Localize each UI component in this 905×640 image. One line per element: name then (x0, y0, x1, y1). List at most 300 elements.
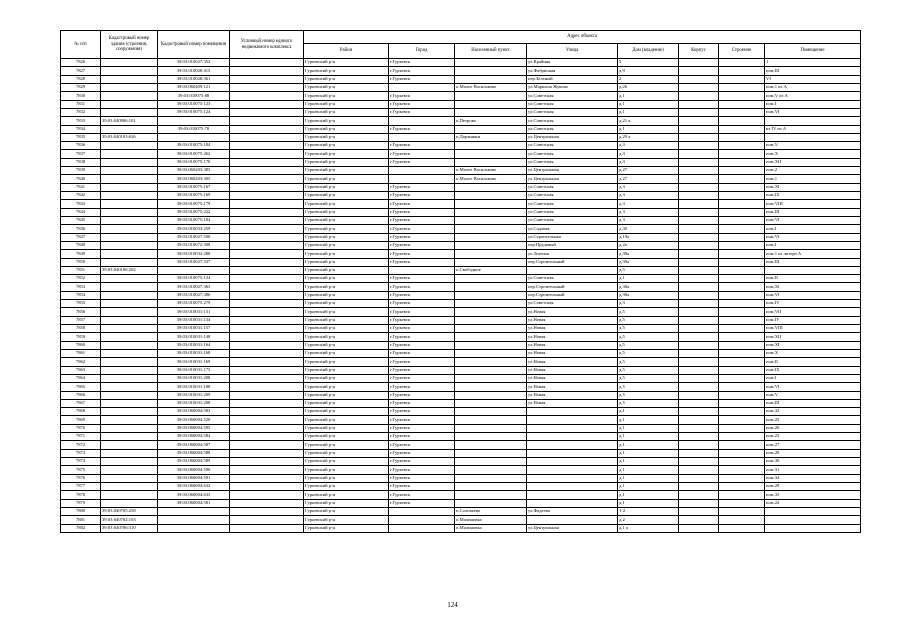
table-row (61, 466, 861, 474)
cell-row-num: 7872 (61, 441, 101, 449)
table-row (61, 349, 861, 357)
cell-row-num: 7829 (61, 83, 101, 91)
cell-district: Гурьевский р-н (304, 449, 389, 457)
cell-room: пом.26 (765, 424, 861, 432)
cell-street (527, 458, 618, 466)
header-locality: Населенный пункт (455, 44, 527, 59)
cell-cond-complex (230, 316, 304, 324)
cell-stroenie (719, 225, 765, 233)
cell-cad-room (158, 507, 230, 515)
cell-cond-complex (230, 300, 304, 308)
cell-street: ул.Центральная (527, 524, 618, 532)
cell-korpus (679, 266, 719, 274)
table-row (61, 499, 861, 507)
cell-cad-room: 39:03:010075:222 (158, 208, 230, 216)
cell-cond-complex (230, 108, 304, 116)
cell-locality: п.Свободное (455, 266, 527, 274)
cell-street: ул.Советская (527, 117, 618, 125)
table-row (61, 216, 861, 224)
cell-district: Гурьевский р-н (304, 158, 389, 166)
cell-house: д.3 (618, 142, 679, 150)
cell-row-num: 7849 (61, 250, 101, 258)
cell-locality (455, 408, 527, 416)
cell-room (765, 524, 861, 532)
cell-korpus (679, 408, 719, 416)
cell-stroenie (719, 349, 765, 357)
cell-house: д.1 (618, 458, 679, 466)
cell-locality (455, 499, 527, 507)
cell-cad-building (101, 316, 158, 324)
cell-district: Гурьевский р-н (304, 325, 389, 333)
cell-locality (455, 92, 527, 100)
cell-district: Гурьевский р-н (304, 366, 389, 374)
table-row (61, 125, 861, 133)
cell-street: ул.Советская (527, 300, 618, 308)
cell-cad-room: 39:03:010075:170 (158, 158, 230, 166)
cell-cond-complex (230, 67, 304, 75)
cell-city: г.Гурьевск (389, 75, 455, 83)
table-row (61, 374, 861, 382)
cell-row-num: 7832 (61, 108, 101, 116)
cell-street: ул.Центральная (527, 175, 618, 183)
cell-row-num: 7846 (61, 225, 101, 233)
cell-korpus (679, 449, 719, 457)
cell-cond-complex (230, 241, 304, 249)
cell-stroenie (719, 158, 765, 166)
cell-district: Гурьевский р-н (304, 208, 389, 216)
table-row (61, 200, 861, 208)
table-row (61, 316, 861, 324)
cell-cad-room: 39:03:060004:632 (158, 482, 230, 490)
cell-row-num: 7844 (61, 208, 101, 216)
table-row (61, 275, 861, 283)
cell-room: пом.III (765, 67, 861, 75)
cell-room: VI (765, 75, 861, 83)
cell-district: Гурьевский р-н (304, 333, 389, 341)
cell-korpus (679, 225, 719, 233)
cell-district: Гурьевский р-н (304, 59, 389, 67)
cell-room (765, 133, 861, 141)
cell-row-num: 7842 (61, 192, 101, 200)
cell-korpus (679, 183, 719, 191)
cell-row-num: 7875 (61, 466, 101, 474)
cell-locality (455, 416, 527, 424)
cell-room: пом.V (765, 142, 861, 150)
cell-cad-room: 39:03:010027:500 (158, 233, 230, 241)
cell-locality: п.Соловьево (455, 507, 527, 515)
header-address: Адрес объекта (304, 31, 861, 44)
cell-cad-building (101, 499, 158, 507)
cell-cad-building (101, 183, 158, 191)
cell-cad-room: 39:03:010075:179 (158, 200, 230, 208)
cell-cond-complex (230, 474, 304, 482)
cell-room: пом.IX (765, 192, 861, 200)
cell-room: пом.1 (765, 175, 861, 183)
cell-korpus (679, 108, 719, 116)
cell-cond-complex (230, 167, 304, 175)
cell-city: г.Гурьевск (389, 67, 455, 75)
cell-street: ул.Новая (527, 349, 618, 357)
cell-korpus (679, 325, 719, 333)
cell-cond-complex (230, 458, 304, 466)
cell-locality (455, 225, 527, 233)
cell-room: пом.X (765, 150, 861, 158)
cell-cond-complex (230, 341, 304, 349)
cell-row-num: 7838 (61, 158, 101, 166)
cell-cad-building (101, 466, 158, 474)
table-row (61, 100, 861, 108)
cell-district: Гурьевский р-н (304, 175, 389, 183)
cell-cad-building (101, 241, 158, 249)
cell-row-num: 7851 (61, 266, 101, 274)
cell-locality (455, 466, 527, 474)
table-header (61, 31, 861, 59)
cell-cad-building (101, 75, 158, 83)
cell-house: д.3 (618, 200, 679, 208)
cell-room: пом.1 из литера А (765, 250, 861, 258)
cell-cond-complex (230, 100, 304, 108)
cell-cad-room: 39:03:010031:208 (158, 374, 230, 382)
cell-cond-complex (230, 125, 304, 133)
cell-district: Гурьевский р-н (304, 349, 389, 357)
cell-city (389, 133, 455, 141)
cell-city: г.Гурьевск (389, 433, 455, 441)
cell-house: д.3 (618, 216, 679, 224)
cell-locality: п.Доржинки (455, 133, 527, 141)
cell-city: г.Гурьевск (389, 150, 455, 158)
cell-house: д.3 (618, 183, 679, 191)
cell-house: д.1 (618, 466, 679, 474)
cell-district: Гурьевский р-н (304, 399, 389, 407)
cell-locality (455, 100, 527, 108)
cell-district: Гурьевский р-н (304, 117, 389, 125)
cell-city: г.Гурьевск (389, 158, 455, 166)
cell-cad-room: 39:03:060004:584 (158, 433, 230, 441)
cell-korpus (679, 316, 719, 324)
table-row (61, 75, 861, 83)
cell-stroenie (719, 175, 765, 183)
cell-cad-room: 39:03:010075:184 (158, 142, 230, 150)
cell-cad-building: 39:03:040702:103 (101, 516, 158, 524)
cell-cad-building (101, 150, 158, 158)
cell-district: Гурьевский р-н (304, 424, 389, 432)
table-row (61, 67, 861, 75)
cell-row-num: 7874 (61, 458, 101, 466)
cell-street: ул.Новая (527, 358, 618, 366)
cell-cad-room: 39:03:010031:148 (158, 333, 230, 341)
cell-cond-complex (230, 183, 304, 191)
cell-locality (455, 150, 527, 158)
header-room: Помещение (765, 44, 861, 59)
cell-cad-building (101, 300, 158, 308)
cell-street: ул.Центральная (527, 167, 618, 175)
cell-house: д.1 (618, 474, 679, 482)
cell-row-num: 7866 (61, 391, 101, 399)
cell-stroenie (719, 391, 765, 399)
cell-korpus (679, 391, 719, 399)
cell-room: пом.VI (765, 383, 861, 391)
cell-street: пер.Прудовый (527, 241, 618, 249)
cell-city: г.Гурьевск (389, 349, 455, 357)
cell-korpus (679, 216, 719, 224)
cell-row-num: 7869 (61, 416, 101, 424)
cell-street: ул.Советская (527, 275, 618, 283)
cell-korpus (679, 92, 719, 100)
cell-city: г.Гурьевск (389, 192, 455, 200)
cell-cad-building: 39:03:040103:626 (101, 133, 158, 141)
cell-korpus (679, 466, 719, 474)
cell-house: д.30а (618, 291, 679, 299)
cell-room: пом.I (765, 374, 861, 382)
cell-row-num: 7857 (61, 316, 101, 324)
cell-street: ул.Новая (527, 333, 618, 341)
cell-stroenie (719, 83, 765, 91)
cell-cond-complex (230, 75, 304, 83)
cell-city: г.Гурьевск (389, 200, 455, 208)
cell-row-num: 7860 (61, 341, 101, 349)
header-cad-building: Кадастровый номер здания (строения, сооружения) (101, 31, 158, 59)
cell-cond-complex (230, 142, 304, 150)
page-number: 124 (447, 601, 458, 609)
cell-street (527, 449, 618, 457)
cell-city (389, 167, 455, 175)
cell-locality (455, 349, 527, 357)
cell-korpus (679, 75, 719, 83)
cell-korpus (679, 125, 719, 133)
cell-locality: п.Малое Васильково (455, 167, 527, 175)
cell-stroenie (719, 167, 765, 175)
cell-street: пер.Строительный (527, 291, 618, 299)
cell-row-num: 7877 (61, 482, 101, 490)
cell-stroenie (719, 374, 765, 382)
cell-cond-complex (230, 349, 304, 357)
cell-row-num: 7839 (61, 167, 101, 175)
header-district: Район (304, 44, 389, 59)
cell-cad-room (158, 524, 230, 532)
cell-korpus (679, 366, 719, 374)
cell-locality (455, 374, 527, 382)
table-row (61, 283, 861, 291)
cell-house: д.1 (618, 408, 679, 416)
cell-row-num: 7845 (61, 216, 101, 224)
cell-cond-complex (230, 374, 304, 382)
cell-street: пер.Строительный (527, 283, 618, 291)
cell-city: г.Гурьевск (389, 233, 455, 241)
cell-house: д.5 (618, 374, 679, 382)
cell-street: ул.Фабричная (527, 67, 618, 75)
cell-city: г.Гурьевск (389, 142, 455, 150)
cell-korpus (679, 250, 719, 258)
cell-row-num: 7834 (61, 125, 101, 133)
cell-house: д.1 (618, 275, 679, 283)
cell-house: д.5 (618, 341, 679, 349)
table-row (61, 175, 861, 183)
cell-cond-complex (230, 92, 304, 100)
cell-stroenie (719, 516, 765, 524)
cell-cad-building: 39:03:040706:310 (101, 524, 158, 532)
cell-room: пом.V (765, 391, 861, 399)
cell-cond-complex (230, 83, 304, 91)
cell-row-num: 7856 (61, 308, 101, 316)
cell-room: пом.VI (765, 108, 861, 116)
cell-room: пом.XI (765, 341, 861, 349)
table-row (61, 183, 861, 191)
cell-district: Гурьевский р-н (304, 291, 389, 299)
cell-district: Гурьевский р-н (304, 183, 389, 191)
cell-cond-complex (230, 424, 304, 432)
cell-korpus (679, 491, 719, 499)
table-row (61, 150, 861, 158)
cell-house: д.1 а (618, 524, 679, 532)
cell-district: Гурьевский р-н (304, 150, 389, 158)
cell-cad-room: 39:03:010075:123 (158, 100, 230, 108)
cell-korpus (679, 308, 719, 316)
cell-korpus (679, 424, 719, 432)
cell-locality (455, 449, 527, 457)
cell-house: д.5 (618, 391, 679, 399)
cell-stroenie (719, 183, 765, 191)
cell-row-num: 7837 (61, 150, 101, 158)
cell-room: пом.III (765, 208, 861, 216)
cell-room (765, 117, 861, 125)
cell-city: г.Гурьевск (389, 333, 455, 341)
cell-district: Гурьевский р-н (304, 482, 389, 490)
cell-cond-complex (230, 291, 304, 299)
table-row (61, 491, 861, 499)
cell-room: пом.VI (765, 291, 861, 299)
cell-cad-building (101, 192, 158, 200)
cell-stroenie (719, 325, 765, 333)
table-row (61, 117, 861, 125)
cell-city (389, 117, 455, 125)
cell-city: г.Гурьевск (389, 424, 455, 432)
cell-house: д.1 (618, 499, 679, 507)
cell-row-num: 7841 (61, 183, 101, 191)
cell-locality (455, 341, 527, 349)
cell-cad-room: 39:03:010031:134 (158, 316, 230, 324)
cell-locality (455, 391, 527, 399)
cell-city: г.Гурьевск (389, 366, 455, 374)
cell-locality (455, 125, 527, 133)
cell-cad-building (101, 433, 158, 441)
cell-cad-building (101, 441, 158, 449)
cell-room: пом.IX (765, 366, 861, 374)
cell-locality (455, 59, 527, 67)
cell-stroenie (719, 366, 765, 374)
cell-street (527, 433, 618, 441)
cell-district: Гурьевский р-н (304, 383, 389, 391)
cell-street (527, 266, 618, 274)
cell-locality (455, 358, 527, 366)
cell-locality (455, 300, 527, 308)
cell-locality (455, 383, 527, 391)
cell-room: пом.29 (765, 482, 861, 490)
cell-cad-room: 39:03:060004:581 (158, 499, 230, 507)
cell-cond-complex (230, 325, 304, 333)
cell-cond-complex (230, 408, 304, 416)
cell-stroenie (719, 266, 765, 274)
cell-street: ул.Центральная (527, 133, 618, 141)
cell-stroenie (719, 216, 765, 224)
cell-cond-complex (230, 275, 304, 283)
cell-cond-complex (230, 117, 304, 125)
cell-locality (455, 250, 527, 258)
cell-row-num: 7870 (61, 424, 101, 432)
cell-stroenie (719, 233, 765, 241)
cell-korpus (679, 275, 719, 283)
cell-cad-building (101, 341, 158, 349)
cell-cond-complex (230, 449, 304, 457)
cell-city: г.Гурьевск (389, 183, 455, 191)
cell-house: д.3 (618, 300, 679, 308)
cell-cad-room: 39:03:010031:209 (158, 391, 230, 399)
cell-locality (455, 158, 527, 166)
cell-cad-room: 39:03:010075:262 (158, 150, 230, 158)
cell-cad-building (101, 491, 158, 499)
cell-korpus (679, 291, 719, 299)
cell-cad-building (101, 449, 158, 457)
cell-city: г.Гурьевск (389, 250, 455, 258)
cell-cad-building (101, 374, 158, 382)
cell-cad-building (101, 482, 158, 490)
cell-stroenie (719, 200, 765, 208)
cell-district: Гурьевский р-н (304, 358, 389, 366)
cell-stroenie (719, 150, 765, 158)
cell-stroenie (719, 92, 765, 100)
cell-street: пер.Строительный (527, 258, 618, 266)
header-korpus: Корпус (679, 44, 719, 59)
cell-street: ул.Советская (527, 216, 618, 224)
cell-cad-room: 39:03:010031:164 (158, 341, 230, 349)
cell-room: пом.25 (765, 416, 861, 424)
cell-room: пом.XI (765, 283, 861, 291)
cell-room (765, 266, 861, 274)
cell-cond-complex (230, 158, 304, 166)
cell-street: ул.Советская (527, 142, 618, 150)
cell-cad-room: 39:03:060203:383 (158, 167, 230, 175)
table-row (61, 83, 861, 91)
cell-district: Гурьевский р-н (304, 491, 389, 499)
cell-street: ул.Советская (527, 125, 618, 133)
cell-row-num: 7867 (61, 399, 101, 407)
cell-korpus (679, 474, 719, 482)
cell-cad-room: 39:03:010075:184 (158, 216, 230, 224)
cell-stroenie (719, 192, 765, 200)
cell-district: Гурьевский р-н (304, 466, 389, 474)
cell-house: д.30а (618, 258, 679, 266)
cell-cad-building (101, 408, 158, 416)
cell-district: Гурьевский р-н (304, 258, 389, 266)
cell-cad-room (158, 133, 230, 141)
cell-stroenie (719, 341, 765, 349)
cell-room: пом.32 (765, 408, 861, 416)
cell-cad-room: 39:03:010031:208 (158, 399, 230, 407)
cell-city: г.Гурьевск (389, 125, 455, 133)
cell-cad-room: 39:03:060409:121 (158, 83, 230, 91)
cell-street: ул.Новая (527, 316, 618, 324)
cell-room: пом.II (765, 275, 861, 283)
header-house: Дом (владение) (618, 44, 679, 59)
cell-stroenie (719, 100, 765, 108)
cell-locality (455, 491, 527, 499)
cell-cond-complex (230, 482, 304, 490)
cell-room: пом.VI (765, 216, 861, 224)
cell-room: пом.II (765, 358, 861, 366)
cell-city: г.Гурьевск (389, 283, 455, 291)
cell-cad-room: 39:03:010075:134 (158, 275, 230, 283)
cell-cond-complex (230, 59, 304, 67)
table-row (61, 291, 861, 299)
